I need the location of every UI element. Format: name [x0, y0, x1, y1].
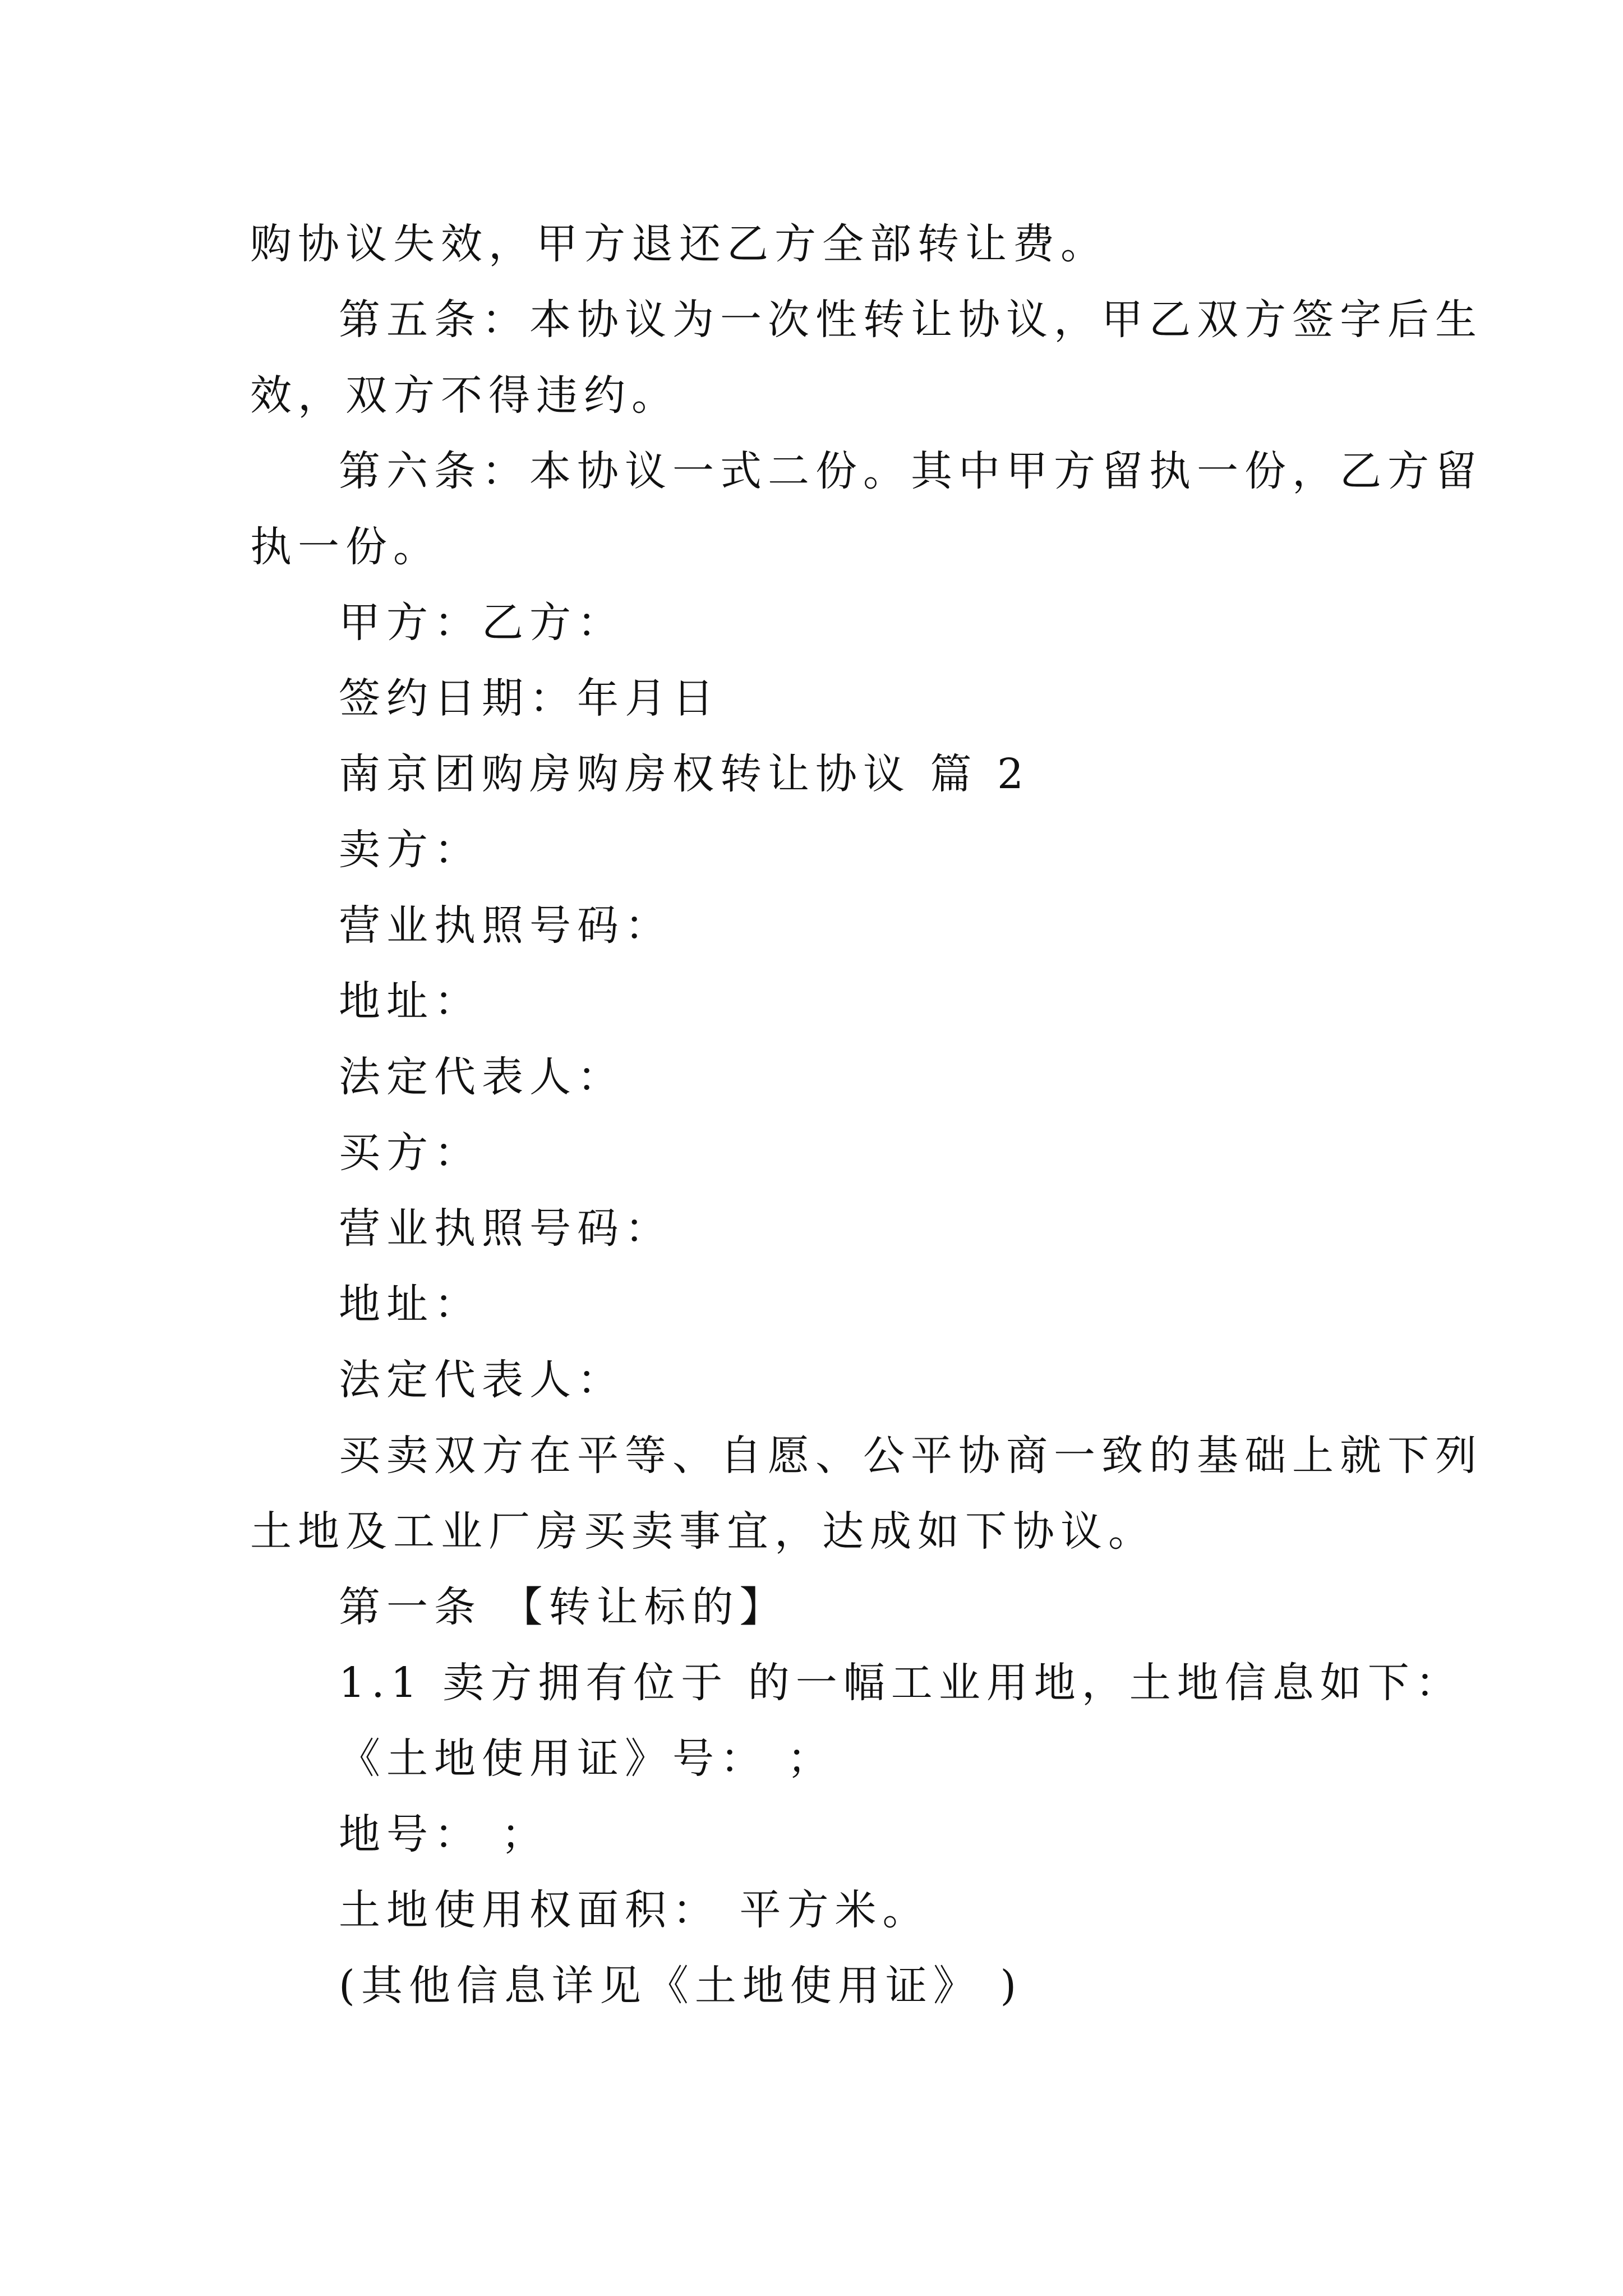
signature-parties: 甲方：乙方：	[339, 599, 625, 647]
section-title: 南京团购房购房权转让协议 篇 2	[339, 750, 1030, 798]
buyer-address-label: 地址：	[339, 1280, 482, 1328]
article-6-line-1: 第六条：本协议一式二份。其中甲方留执一份，乙方留	[339, 447, 1483, 495]
seller-label: 卖方：	[339, 826, 482, 874]
other-info-note: (其他信息详见《土地使用证》 )	[339, 1962, 1023, 2010]
land-certificate-number: 《土地使用证》号： ；	[339, 1734, 835, 1783]
article-6-line-2: 执一份。	[250, 523, 441, 571]
text-line-continuation: 购协议失效，甲方退还乙方全部转让费。	[250, 220, 1108, 268]
buyer-label: 买方：	[339, 1129, 482, 1177]
land-area: 土地使用权面积： 平方米。	[339, 1886, 930, 1934]
article-5-line-1: 第五条：本协议为一次性转让协议，甲乙双方签字后生	[339, 296, 1483, 344]
lot-number: 地号： ；	[339, 1810, 549, 1858]
signing-date: 签约日期：年月日	[339, 674, 720, 723]
article-5-line-2: 效，双方不得违约。	[250, 371, 679, 420]
seller-legal-rep-label: 法定代表人：	[339, 1053, 625, 1101]
buyer-legal-rep-label: 法定代表人：	[339, 1356, 625, 1404]
clause-1-1: 1.1 卖方拥有位于 的一幅工业用地，土地信息如下：	[339, 1659, 1463, 1707]
buyer-license-label: 营业执照号码：	[339, 1204, 672, 1253]
seller-license-label: 营业执照号码：	[339, 901, 672, 950]
preamble-line-1: 买卖双方在平等、自愿、公平协商一致的基础上就下列	[339, 1432, 1483, 1480]
seller-address-label: 地址：	[339, 977, 482, 1025]
preamble-line-2: 土地及工业厂房买卖事宜，达成如下协议。	[250, 1507, 1156, 1556]
article-1-heading: 第一条 【转让标的】	[339, 1583, 787, 1631]
